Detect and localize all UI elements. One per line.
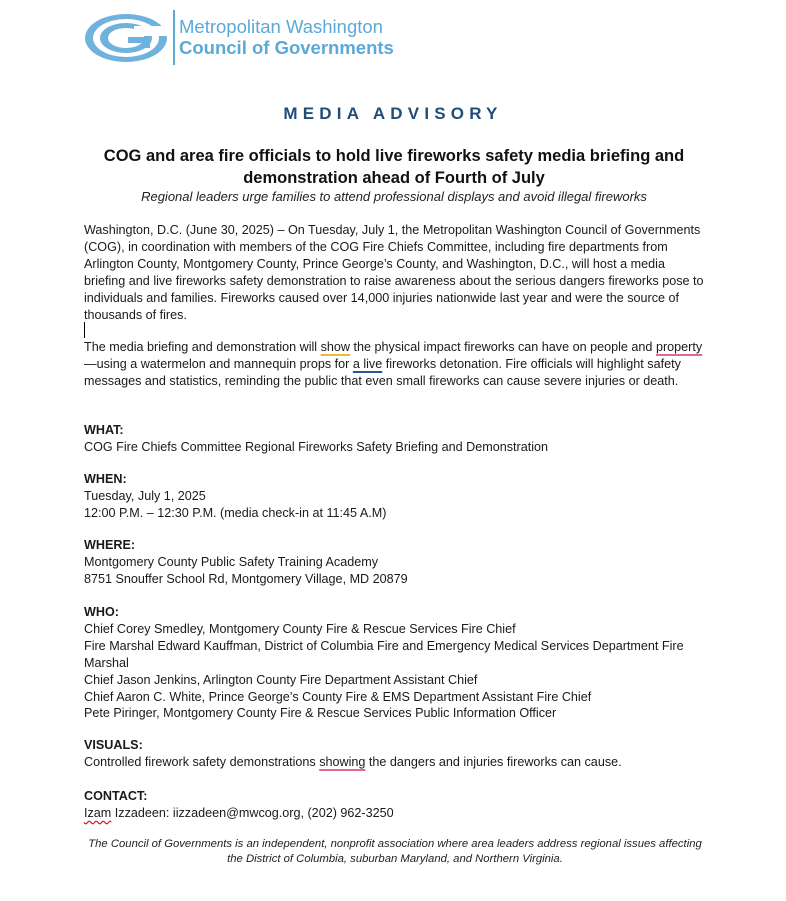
who-person: Chief Aaron C. White, Prince George’s County Fire & EMS Department Assistant Fire Chief xyxy=(84,689,592,704)
body-paragraph-1: Washington, D.C. (June 30, 2025) – On Tuesday, July 1, the Metropolitan Washington Council of Governments (COG), in coordination with members of the COG Fire Chiefs Committee, including fire departments from Arlington County, Montgomery County, Prince George’s County, and Washington, D.C., will host a media briefing and live fireworks safety demonstration to raise awareness about the serious dangers fireworks pose to individuals and families. Fireworks caused over 14,000 injuries nationwide last year and were the source of thousands of fires. xyxy=(84,223,704,322)
who-person: Chief Corey Smedley, Montgomery County Fire & Rescue Services Fire Chief xyxy=(84,621,516,636)
p2-part2: the physical impact fireworks can have on people and xyxy=(350,340,656,354)
who-label: WHO: xyxy=(84,605,119,619)
text-cursor xyxy=(84,322,85,338)
when-section xyxy=(84,471,706,522)
contact-first-name[interactable]: Izam xyxy=(84,805,112,820)
contact-text xyxy=(84,805,706,822)
who-person: Pete Piringer, Montgomery County Fire & Rescue Services Public Information Officer xyxy=(84,706,557,721)
who-person: Fire Marshal Edward Kauffman, District of Columbia Fire and Emergency Medical Services Department Fire Marshal xyxy=(84,638,684,670)
org-name xyxy=(179,16,394,58)
p2-part1: The media briefing and demonstration will xyxy=(84,340,321,354)
where-address: 8751 Snouffer School Rd, Montgomery Village, MD 20879 xyxy=(84,571,408,586)
visuals-text xyxy=(84,754,706,771)
where-venue: Montgomery County Public Safety Training Academy xyxy=(84,554,378,569)
what-label: WHAT: xyxy=(84,423,124,437)
where-label: WHERE: xyxy=(84,538,136,552)
who-person: Chief Jason Jenkins, Arlington County Fire Department Assistant Chief xyxy=(84,672,478,687)
visuals-section xyxy=(84,737,706,771)
what-text: COG Fire Chiefs Committee Regional Fireworks Safety Briefing and Demonstration xyxy=(84,439,549,454)
media-advisory-label: MEDIA ADVISORY xyxy=(283,104,503,123)
headline xyxy=(84,145,704,189)
headline-line1: COG and area fire officials to hold live fireworks safety media briefing and xyxy=(103,147,685,165)
when-date: Tuesday, July 1, 2025 xyxy=(84,488,206,503)
org-name-line1: Metropolitan Washington xyxy=(179,16,383,37)
where-section xyxy=(84,537,706,588)
org-name-line2: Council of Governments xyxy=(179,37,394,58)
contact-label: CONTACT: xyxy=(84,789,148,803)
word-showing[interactable]: showing xyxy=(319,754,366,769)
visuals-label: VISUALS: xyxy=(84,738,143,752)
who-section xyxy=(84,604,706,722)
footer-statement: The Council of Governments is an independent, nonprofit association where area leaders address regional issues affecting the District of Columbia, suburban Maryland, and Northern Virginia. xyxy=(88,838,702,865)
visuals-part2: the dangers and injuries fireworks can cause. xyxy=(365,754,622,769)
contact-details: Izzadeen: iizzadeen@mwcog.org, (202) 962-3250 xyxy=(111,805,394,820)
contact-section xyxy=(84,788,706,822)
when-label: WHEN: xyxy=(84,472,127,486)
word-property[interactable]: property xyxy=(655,340,703,354)
what-section xyxy=(84,422,706,456)
word-a-live[interactable]: a live xyxy=(352,356,383,371)
when-time: 12:00 P.M. – 12:30 P.M. (media check-in at 11:45 A.M) xyxy=(84,505,387,520)
subheadline: Regional leaders urge families to attend professional displays and avoid illegal fireworks xyxy=(141,189,647,204)
p2-part4: fireworks detonation. Fire officials will highlight safety messages and statistics, reminding the public that even small fireworks can cause severe injuries or death. xyxy=(84,356,681,388)
logo-divider xyxy=(173,10,175,65)
visuals-part1: Controlled firework safety demonstrations xyxy=(84,754,320,769)
word-show[interactable]: show xyxy=(320,340,351,354)
body-paragraph-2 xyxy=(84,339,706,390)
headline-line2: demonstration ahead of Fourth of July xyxy=(243,169,545,187)
cog-logo-icon xyxy=(84,12,168,64)
p2-part3: —using a watermelon and mannequin props for xyxy=(84,356,353,371)
cog-logo xyxy=(84,10,404,66)
